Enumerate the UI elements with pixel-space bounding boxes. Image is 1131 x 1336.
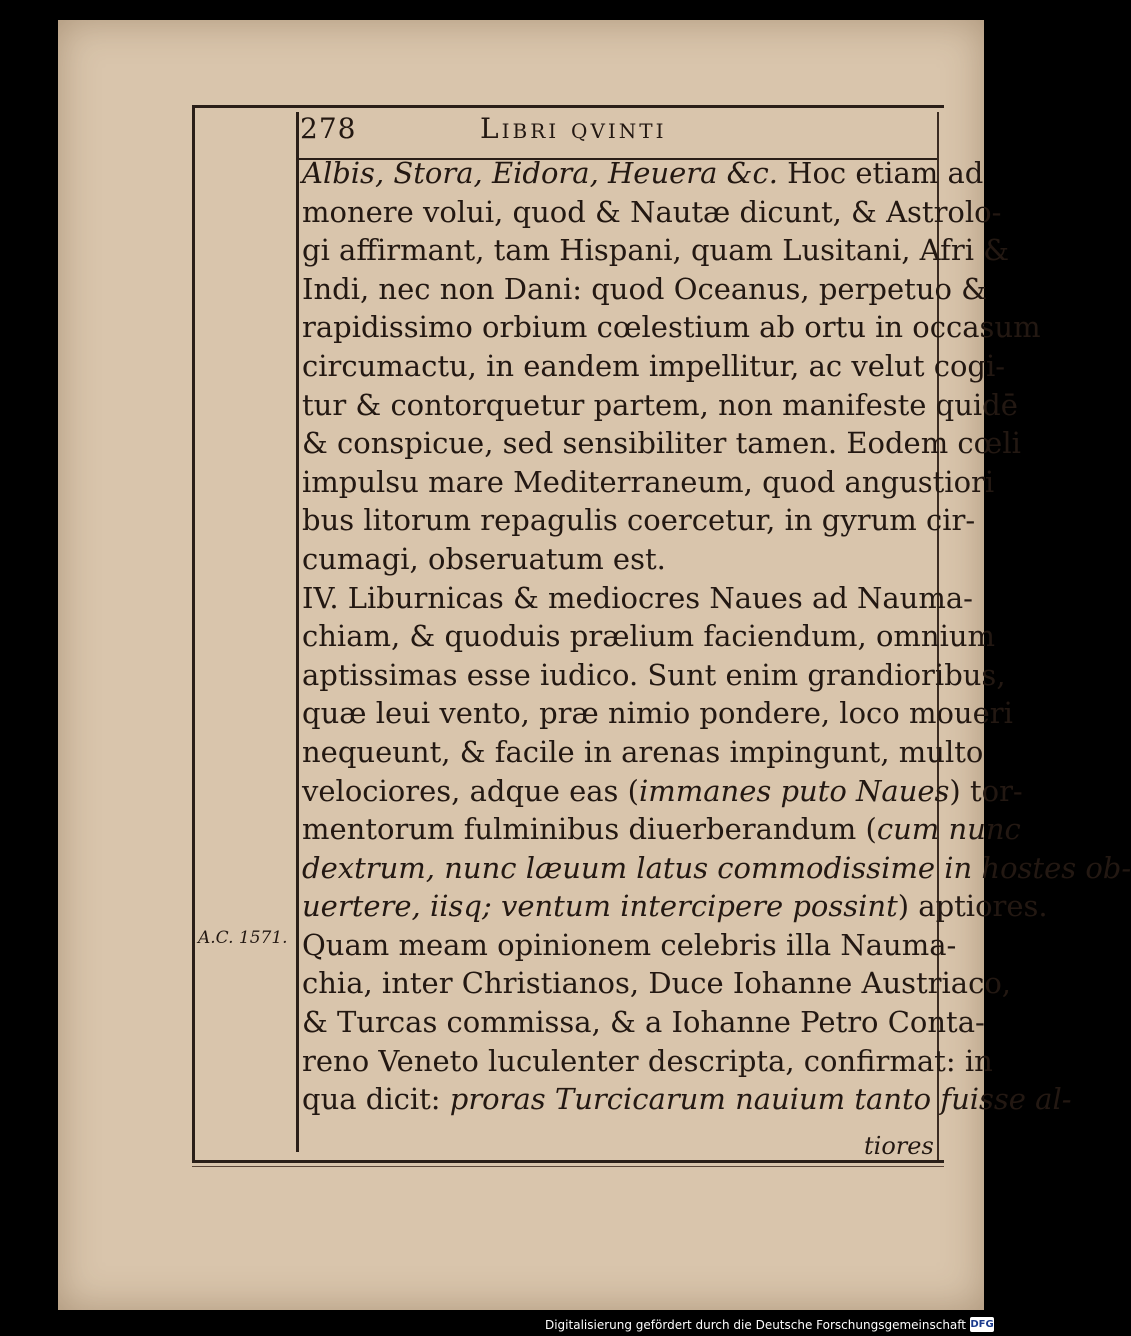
catchword: tiores (864, 1132, 934, 1160)
italic-segment: immanes puto Naues (638, 773, 950, 808)
text-segment: chiam, & quoduis prælium faciendum, omnium (302, 619, 996, 654)
italic-segment: uertere, iisq; ventum intercipere possint (302, 889, 898, 924)
text-segment: nequeunt, & facile in arenas impingunt, multo (302, 734, 984, 769)
text-line (302, 1003, 985, 1042)
page-number: 278 (300, 112, 357, 145)
italic-segment: cum nunc (876, 812, 1021, 847)
text-line (302, 540, 942, 579)
text-line (302, 694, 1013, 733)
text-segment: velociores, adque eas ( (302, 773, 639, 808)
text-segment: impulsu mare Mediterraneum, quod angustiori (302, 464, 995, 499)
text-line (302, 772, 1023, 811)
text-line (302, 579, 973, 618)
footer-credit: Digitalisierung gefördert durch die Deutsche Forschungsgemeinschaft (544, 1318, 966, 1332)
dfg-logo-icon (970, 1317, 994, 1332)
text-line (302, 154, 984, 193)
text-segment: reno Veneto luculenter descripta, confirmat: in (302, 1043, 993, 1078)
text-segment: qua dicit: (302, 1082, 450, 1117)
text-segment: Indi, nec non Dani: quod Oceanus, perpetuo & (302, 271, 987, 306)
text-line (302, 887, 1048, 926)
italic-segment: dextrum, nunc læuum latus commodissime in hostes ob- (302, 850, 1131, 885)
text-segment: bus litorum repagulis coercetur, in gyrum cir- (302, 503, 976, 538)
text-segment: & conspicue, sed sensibiliter tamen. Eodem cœli (302, 426, 1021, 461)
text-segment: mentorum fulminibus diuerberandum ( (302, 812, 877, 847)
frame-bottom-rule (192, 1160, 944, 1163)
italic-segment: Albis, Stora, Eidora, Heuera &c. (302, 156, 778, 190)
running-head: Libri qvinti (480, 112, 667, 145)
text-line (302, 1080, 1072, 1119)
text-line (302, 386, 1018, 425)
text-line (302, 193, 1002, 232)
text-line (302, 501, 976, 540)
text-line (302, 463, 995, 502)
text-segment: chia, inter Christianos, Duce Iohanne Austriaco, (302, 966, 1011, 1001)
text-segment: tur & contorquetur partem, non manifeste quidē (302, 387, 1018, 422)
text-line (302, 231, 1010, 270)
text-segment: circumactu, in eandem impellitur, ac velut cogi- (302, 348, 1006, 383)
frame-inner-rule (296, 112, 299, 1152)
text-segment: quæ leui vento, præ nimio pondere, loco moueri (302, 696, 1013, 731)
text-segment: monere volui, quod & Nautæ dicunt, & Astrolo- (302, 194, 1002, 229)
text-segment: ) aptiores. (897, 889, 1048, 924)
text-line (302, 733, 984, 772)
margin-note: A.C. 1571. (198, 928, 288, 948)
text-segment: gi affirmant, tam Hispani, quam Lusitani, Afri & (302, 233, 1010, 268)
text-line (302, 308, 1041, 347)
text-line (302, 347, 1006, 386)
text-segment: cumagi, obseruatum est. (302, 541, 666, 576)
text-segment: & Turcas commissa, & a Iohanne Petro Conta- (302, 1005, 985, 1040)
frame-bottom-rule-thin (192, 1166, 944, 1167)
frame-left-rule (192, 105, 195, 1162)
text-line (302, 270, 987, 309)
text-line (302, 964, 1011, 1003)
frame-top-rule (192, 105, 944, 108)
text-segment: rapidissimo orbium cœlestium ab ortu in occasum (302, 310, 1041, 345)
dfg-logo-label: DFG (970, 1319, 994, 1330)
text-line (302, 810, 1021, 849)
text-line (302, 617, 996, 656)
text-line (302, 1042, 993, 1081)
text-line (302, 656, 1006, 695)
text-segment: IV. Liburnicas & mediocres Naues ad Nauma- (302, 580, 973, 615)
body-text (302, 154, 1131, 1119)
text-line (302, 849, 1131, 888)
text-segment: Quam meam opinionem celebris illa Nauma- (302, 927, 957, 962)
text-line (302, 424, 1021, 463)
text-line (302, 926, 957, 965)
text-segment: Hoc etiam ad (777, 156, 984, 190)
italic-segment: proras Turcicarum nauium tanto fuisse al- (449, 1082, 1072, 1117)
text-segment: ) tor- (949, 773, 1023, 808)
text-segment: aptissimas esse iudico. Sunt enim grandioribus, (302, 657, 1006, 692)
